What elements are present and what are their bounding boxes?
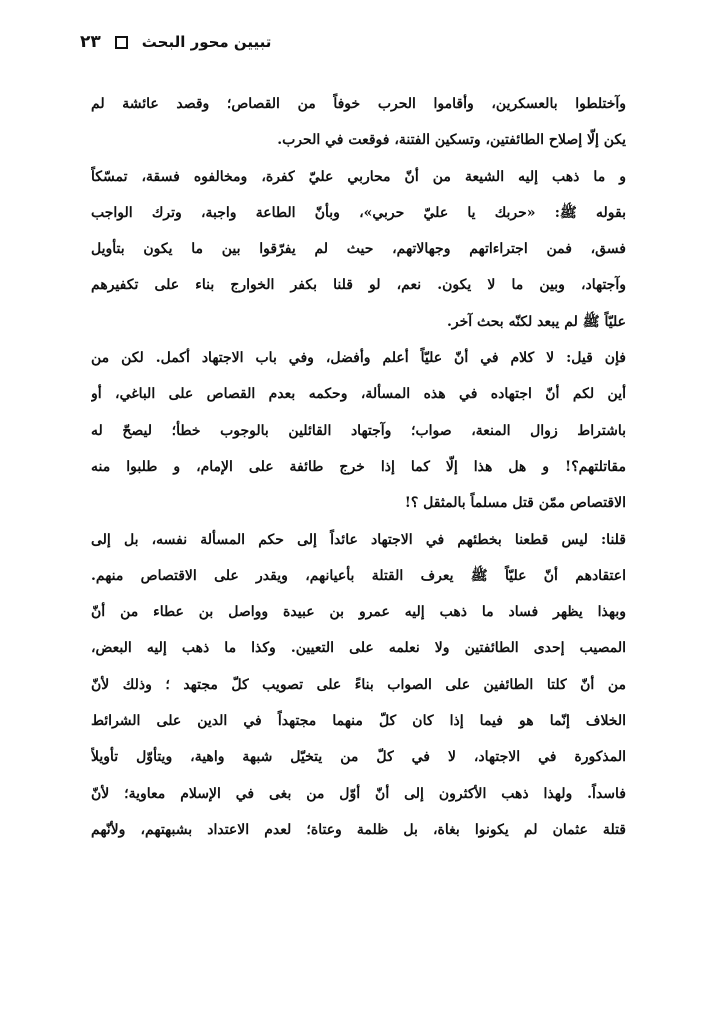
text-line: بقوله ﷺ: «حربك يا عليّ حربي»، وبأنّ الطاعة واجبة، وترك الواجب (91, 204, 626, 221)
header-title: تبيين محور البحث (141, 33, 272, 51)
running-header (80, 30, 626, 54)
text-line: المصيب إحدى الطائفتين ولا نعلمه على التعيين. وكذا ما ذهب إليه البعض، (91, 640, 626, 657)
page-number: ٢٣ (80, 32, 101, 52)
body-text (91, 86, 626, 848)
text-line: وبهذا يظهر فساد ما ذهب إليه عمرو بن عبيدة وواصل بن عطاء من أنّ (91, 604, 626, 621)
text-line: فسق، فمن اجتراءاتهم وجهالاتهم، حيث لم يفرّقوا بين ما يكون بتأويل (91, 241, 626, 258)
text-line: الخلاف إنّما هو فيما إذا كان كلّ منهما مجتهداً في الدين على الشرائط (91, 713, 626, 730)
text-line: اعتقادهم أنّ عليّاً ﷺ يعرف القتلة بأعيانهم، ويقدر على الاقتصاص منهم. (91, 567, 626, 584)
text-line: فاسداً. ولهذا ذهب الأكثرون إلى أنّ أوّل من بغى في الإسلام معاوية؛ لأنّ (91, 785, 626, 802)
text-line: قلنا: ليس قطعنا بخطئهم في الاجتهاد عائداً إلى حكم المسألة نفسه، بل إلى (91, 531, 626, 548)
text-line: باشتراط زوال المنعة، صواب؛ وآجتهاد القائلين بالوجوب خطأ؛ ليصحّ له (91, 422, 626, 439)
text-line: وآختلطوا بالعسكرين، وأقاموا الحرب خوفاً من القصاص؛ وقصد عائشة لم (91, 96, 626, 112)
text-line: فإن قيل: لا كلام في أنّ عليّاً أعلم وأفضل، وفي باب الاجتهاد أكمل. لكن من (91, 350, 626, 367)
text-line: يكن إلّا إصلاح الطائفتين، وتسكين الفتنة، فوقعت في الحرب. (277, 132, 626, 149)
header-square-icon (115, 36, 128, 49)
text-line: مقاتلتهم؟! و هل هذا إلّا كما إذا خرج طائفة على الإمام، و طلبوا منه (91, 458, 626, 475)
text-line: وآجتهاد، وبين ما لا يكون. نعم، لو قلنا بكفر الخوارج بناء على تكفيرهم (91, 277, 626, 294)
text-line: عليّاً ﷺ لم يبعد لكنّه بحث آخر. (447, 313, 626, 330)
text-line: و ما ذهب إليه الشيعة من أنّ محاربي عليّ كفرة، ومخالفوه فسقة، تمسّكاً (91, 168, 626, 185)
text-line: من أنّ كلتا الطائفين على الصواب بناءً على تصويب كلّ مجتهد ؛ وذلك لأنّ (91, 676, 626, 693)
text-line: قتلة عثمان لم يكونوا بغاة، بل ظلمة وعتاة؛ لعدم الاعتداد بشبهتهم، ولأنّهم (91, 821, 626, 838)
text-line: المذكورة في الاجتهاد، لا في كلّ من يتخيّل شبهة واهية، ويتأوّل تأويلاً (91, 749, 626, 766)
text-line: أين لكم أنّ اجتهاده في هذه المسألة، وحكمه بعدم القصاص على الباغي، أو (91, 386, 626, 403)
text-line: الاقتصاص ممّن قتل مسلماً بالمثقل ؟! (404, 495, 626, 512)
